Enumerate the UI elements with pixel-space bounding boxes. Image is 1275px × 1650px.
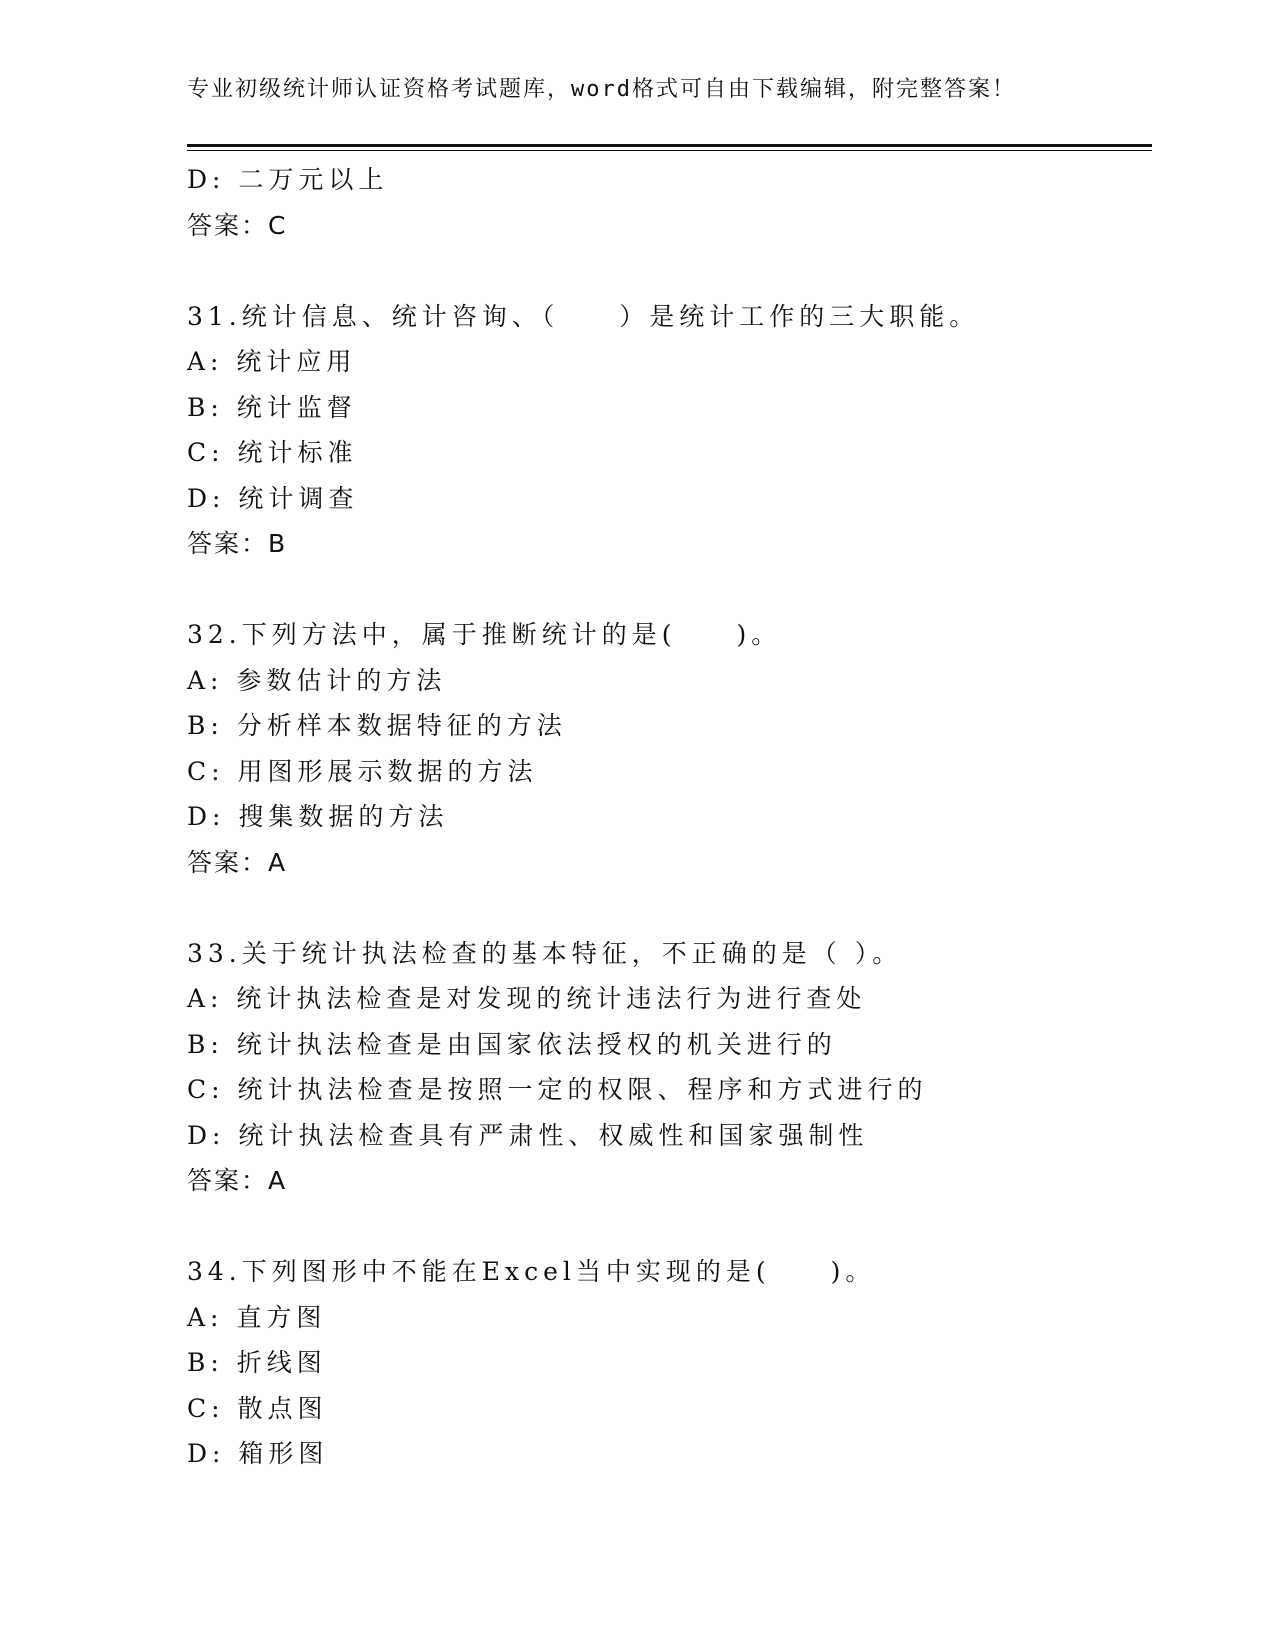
option-d: D: 统计执法检查具有严肃性、权威性和国家强制性 [187,1120,869,1150]
option-b: B: 分析样本数据特征的方法 [187,711,567,740]
option-c: C: 统计标准 [187,438,358,467]
option-d: D: 统计调查 [187,483,359,513]
option-d: D: 箱形图 [187,1439,329,1468]
answer-line: 答案：A [187,1166,288,1195]
option-a: A: 参数估计的方法 [187,665,447,695]
question-stem: 32.下列方法中，属于推断统计的是( )。 [187,620,782,649]
option-c: C: 散点图 [187,1393,328,1423]
answer-line: 答案：C [187,210,288,240]
spacer [187,567,1152,613]
spacer [187,248,1152,294]
question-31 [187,294,1152,567]
question-34 [187,1249,1152,1477]
option-c: C: 用图形展示数据的方法 [187,756,538,786]
option-a: A: 统计执法检查是对发现的统计违法行为进行查处 [187,984,867,1013]
option-b: B: 统计执法检查是由国家依法授权的机关进行的 [187,1029,837,1059]
question-stem: 31.统计信息、统计咨询、（ ）是统计工作的三大职能。 [187,301,980,331]
option-c: C: 统计执法检查是按照一定的权限、程序和方式进行的 [187,1075,928,1104]
header-rule-thin [187,150,1152,151]
question-stem: 33.关于统计执法检查的基本特征，不正确的是（ ）。 [187,938,903,968]
page-header: 专业初级统计师认证资格考试题库，word格式可自由下载编辑，附完整答案！ [187,77,1016,102]
question-stem: 34.下列图形中不能在Excel当中实现的是( )。 [187,1257,876,1286]
document-body [187,157,1152,1477]
answer-line: 答案：B [187,529,288,558]
option-b: B: 统计监督 [187,392,357,422]
spacer [187,1204,1152,1250]
option-a: A: 直方图 [187,1302,327,1332]
option-b: B: 折线图 [187,1348,327,1377]
answer-line: 答案：A [187,847,288,877]
header-rule-thick [187,144,1152,147]
option-d: D: 二万元以上 [187,165,389,194]
option-a: A: 统计应用 [187,347,357,376]
option-d: D: 搜集数据的方法 [187,802,449,831]
question-33 [187,931,1152,1204]
question-32 [187,612,1152,885]
spacer [187,885,1152,931]
